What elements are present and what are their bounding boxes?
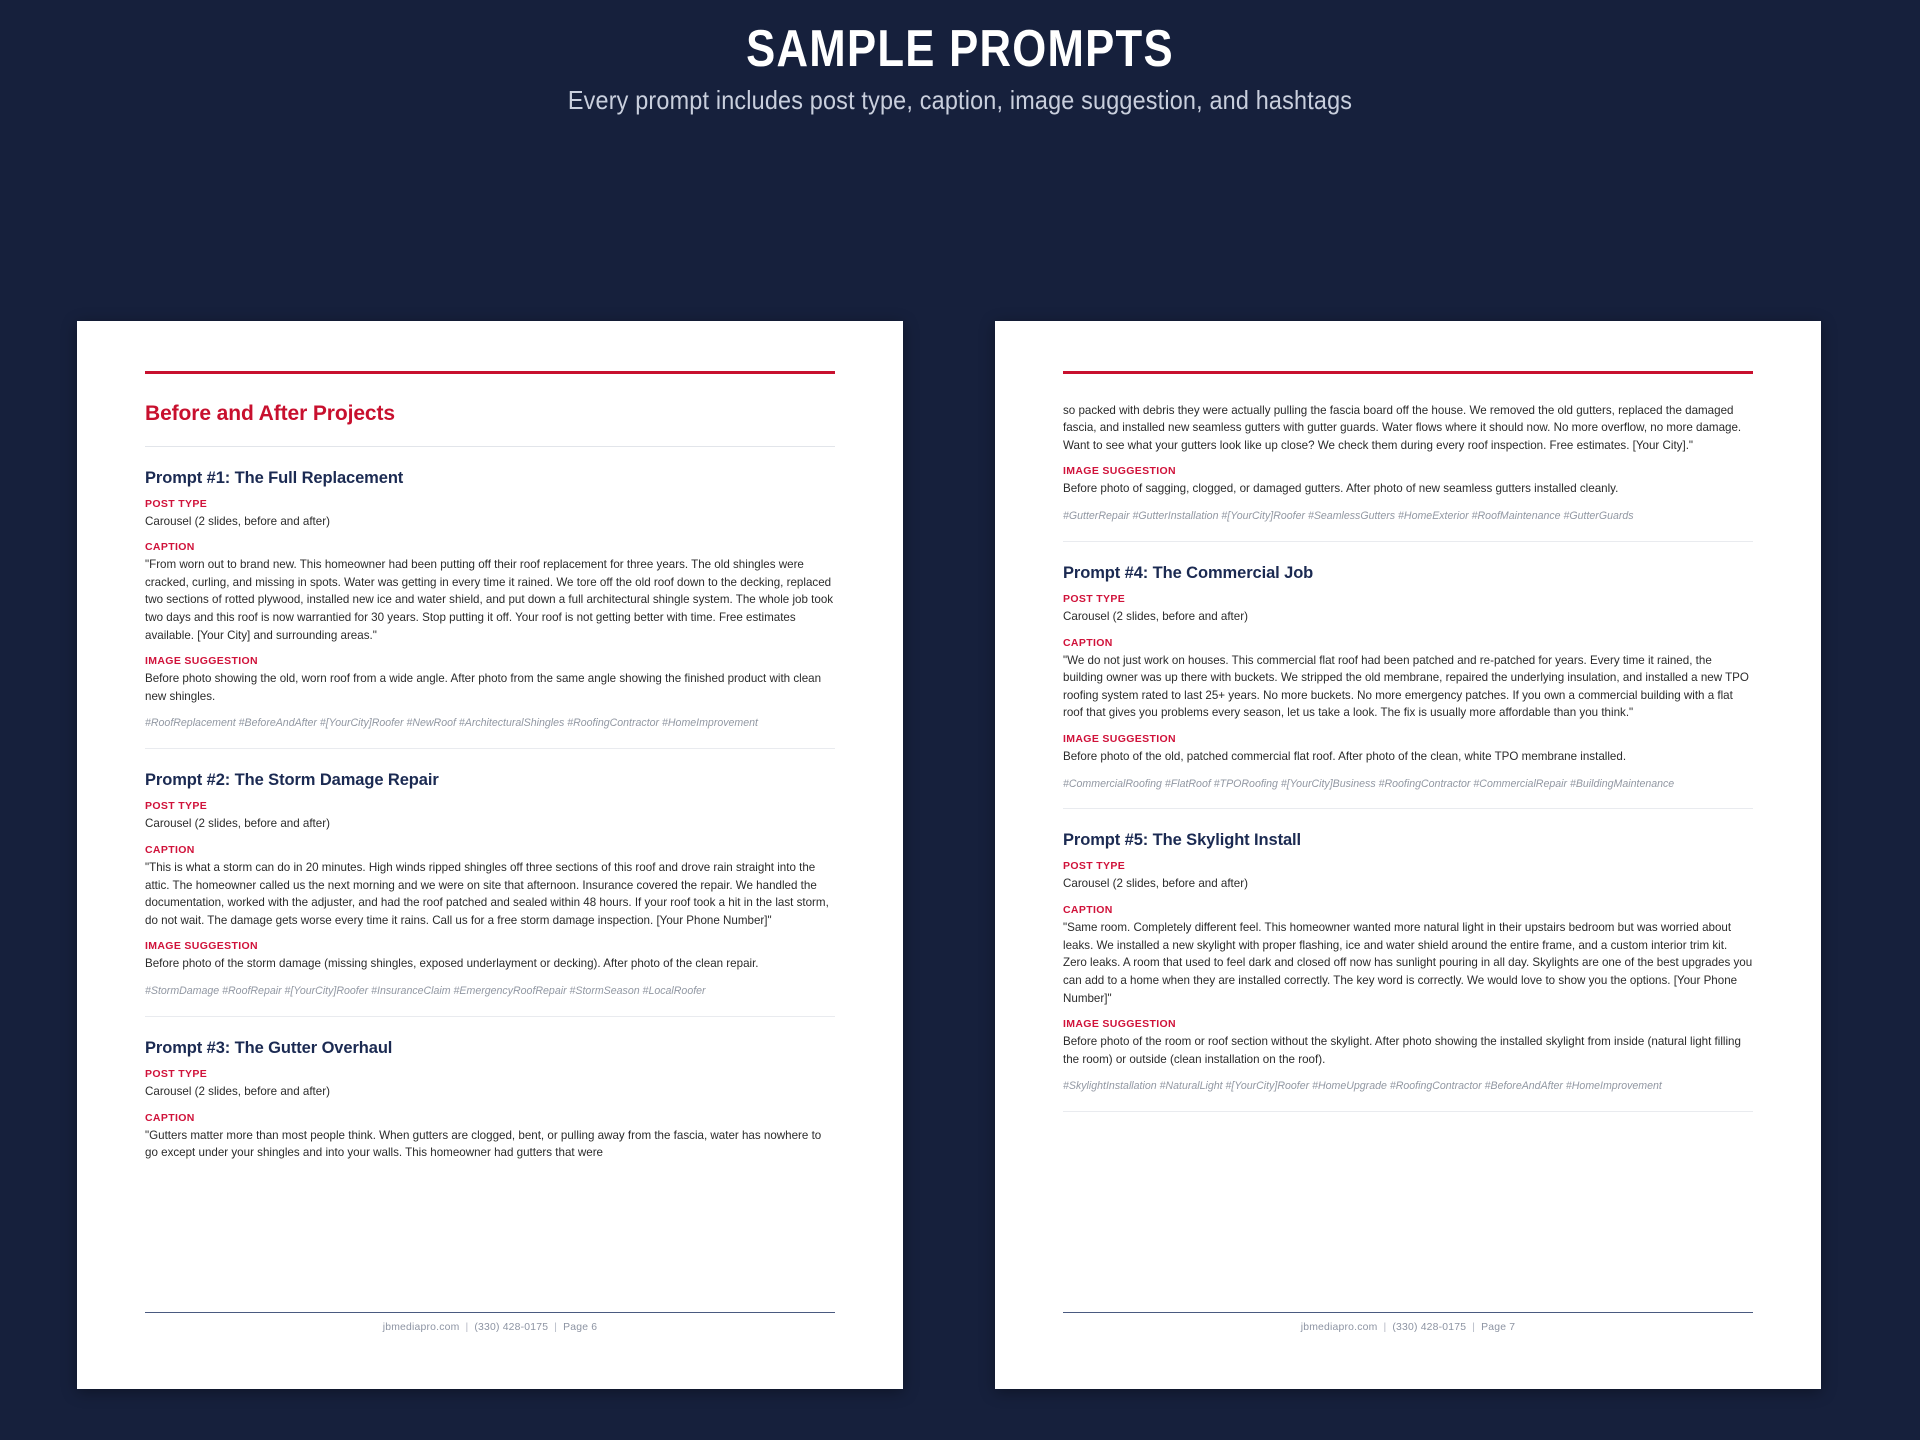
section-divider	[145, 446, 835, 447]
prompt-divider	[1063, 1111, 1753, 1112]
page-subtitle: Every prompt includes post type, caption, image suggestion, and hashtags	[567, 84, 1353, 115]
field-label-post-type: POST TYPE	[145, 800, 208, 813]
hashtag-list: #CommercialRoofing #FlatRoof #TPORoofing #[YourCity]Business #RoofingContractor #CommercialRepair #BuildingMaintenance	[1063, 777, 1675, 790]
page-header	[0, 0, 1920, 116]
field-value-post-type: Carousel (2 slides, before and after)	[145, 514, 330, 528]
footer-page-number: Page 7	[1481, 1321, 1516, 1333]
field-value-image-suggestion: Before photo of the room or roof section without the skylight. After photo showing the installed skylight from inside (natural light filling the room) or outside (clean installation on the roof).	[1063, 1035, 1741, 1066]
field-value-caption: "We do not just work on houses. This commercial flat roof had been patched and re-patched for years. Every time it rained, the building owner was up there with buckets. We stripped the old membrane, repaired the underlying insulation, and installed a new TPO roofing system rated to last 25+ years. No more buckets. No more emergency patches. If you own a commercial building with a flat roof that gives you problems every season, let us take a look. The fix is usually more affordable than you think."	[1063, 653, 1749, 720]
field-value-image-suggestion: Before photo showing the old, worn roof from a wide angle. After photo from the same angle showing the finished product with clean new shingles.	[145, 672, 822, 703]
hashtag-list: #SkylightInstallation #NaturalLight #[YourCity]Roofer #HomeUpgrade #RoofingContractor #BeforeAndAfter #HomeImprovement	[1063, 1080, 1662, 1093]
field-label-post-type: POST TYPE	[1063, 592, 1126, 605]
footer-separator: |	[465, 1321, 469, 1333]
field-label-image-suggestion: IMAGE SUGGESTION	[145, 940, 258, 953]
field-label-caption: CAPTION	[145, 541, 195, 554]
field-value-caption: "Gutters matter more than most people think. When gutters are clogged, bent, or pulling away from the fascia, water has nowhere to go except under your shingles and into your walls. This homeowner had gutters that were	[145, 1128, 822, 1160]
field-value-post-type: Carousel (2 slides, before and after)	[1063, 877, 1248, 891]
footer-separator: |	[1383, 1321, 1387, 1333]
prompt-title: Prompt #3: The Gutter Overhaul	[145, 1038, 393, 1057]
field-label-caption: CAPTION	[145, 843, 195, 856]
hashtag-list: #StormDamage #RoofRepair #[YourCity]Roofer #InsuranceClaim #EmergencyRoofRepair #StormSeason #LocalRoofer	[145, 985, 706, 998]
page-content-left	[145, 371, 835, 1389]
field-value-post-type: Carousel (2 slides, before and after)	[145, 1084, 330, 1098]
field-label-image-suggestion: IMAGE SUGGESTION	[1063, 732, 1176, 745]
prompt-block	[145, 469, 835, 733]
field-label-post-type: POST TYPE	[145, 1067, 208, 1080]
hashtag-list: #RoofReplacement #BeforeAndAfter #[YourCity]Roofer #NewRoof #ArchitecturalShingles #RoofingContractor #HomeImprovement	[145, 717, 758, 730]
document-spread	[0, 116, 1920, 1376]
accent-rule-top	[145, 371, 835, 374]
document-page-right[interactable]	[995, 321, 1821, 1389]
document-page-left[interactable]	[77, 321, 903, 1389]
footer-separator: |	[1472, 1321, 1476, 1333]
prompt-divider	[145, 1016, 835, 1017]
field-value-caption: "Same room. Completely different feel. This homeowner wanted more natural light in their upstairs bedroom but was worried about leaks. We installed a new skylight with proper flashing, ice and water shield around the entire frame, and a custom interior trim kit. Zero leaks. A room that used to feel dark and closed off now has sunlight pouring in all day. Skylights are one of the best upgrades you can add to a home when they are installed correctly. The key word is correctly. We would love to show you the options. [Your Phone Number]"	[1063, 921, 1753, 1005]
prompt-block-continuation	[1063, 402, 1753, 525]
field-value-image-suggestion: Before photo of the storm damage (missing shingles, exposed underlayment or decking). After photo of the clean repair.	[145, 957, 759, 971]
footer-separator: |	[554, 1321, 558, 1333]
footer-text	[1063, 1322, 1753, 1333]
accent-rule-top	[1063, 371, 1753, 374]
prompt-block	[145, 771, 835, 1000]
field-label-image-suggestion: IMAGE SUGGESTION	[1063, 465, 1176, 478]
field-label-post-type: POST TYPE	[145, 497, 208, 510]
field-value-caption-continued: so packed with debris they were actually pulling the fascia board off the house. We removed the old gutters, replaced the damaged fascia, and installed new seamless gutters with gutter guards. Water flows where it should now. No more overflow, no more damage. Want to see what your gutters look like up close? We check them during every roof inspection. Free estimates. [Your City]."	[1063, 403, 1742, 452]
field-label-caption: CAPTION	[1063, 904, 1113, 917]
footer-site[interactable]: jbmediapro.com	[382, 1321, 460, 1333]
prompt-title: Prompt #1: The Full Replacement	[145, 468, 404, 487]
footer-phone[interactable]: (330) 428-0175	[474, 1321, 549, 1333]
page-footer-left	[145, 1312, 835, 1333]
footer-divider	[1063, 1312, 1753, 1313]
page-title: SAMPLE PROMPTS	[746, 20, 1174, 78]
footer-text	[145, 1322, 835, 1333]
field-value-image-suggestion: Before photo of sagging, clogged, or damaged gutters. After photo of new seamless gutters installed cleanly.	[1063, 482, 1619, 496]
hashtag-list: #GutterRepair #GutterInstallation #[YourCity]Roofer #SeamlessGutters #HomeExterior #RoofMaintenance #GutterGuards	[1063, 510, 1634, 523]
field-value-caption: "From worn out to brand new. This homeowner had been putting off their roof replacement for three years. The old shingles were cracked, curling, and missing in spots. Water was getting in every time it rained. We tore off the old roof down to the decking, replaced two sections of rotted plywood, installed new ice and water shield, and put down a full architectural shingle system. The whole job took two days and this roof is now warrantied for 30 years. Stop putting it off. Your roof is not getting better with time. Free estimates available. [Your City] and surrounding areas."	[145, 558, 834, 642]
page-footer-right	[1063, 1312, 1753, 1333]
section-title: Before and After Projects	[145, 401, 395, 425]
field-label-image-suggestion: IMAGE SUGGESTION	[145, 655, 258, 668]
page-content-right	[1063, 371, 1753, 1389]
field-value-post-type: Carousel (2 slides, before and after)	[145, 817, 330, 831]
footer-phone[interactable]: (330) 428-0175	[1392, 1321, 1467, 1333]
prompt-block	[145, 1039, 835, 1162]
field-value-caption: "This is what a storm can do in 20 minutes. High winds ripped shingles off three sections of this roof and drove rain straight into the attic. The homeowner called us the next morning and we were on site that afternoon. Insurance covered the repair. We handled the documentation, worked with the adjuster, and had the roof patched and sealed within 48 hours. If your roof took a hit in the last storm, do not wait. The damage gets worse every time it rains. Call us for a free storm damage inspection. [Your Phone Number]"	[145, 860, 829, 927]
prompt-divider	[1063, 541, 1753, 542]
field-label-post-type: POST TYPE	[1063, 860, 1126, 873]
prompt-block	[1063, 564, 1753, 793]
field-label-image-suggestion: IMAGE SUGGESTION	[1063, 1018, 1176, 1031]
prompt-divider	[1063, 808, 1753, 809]
field-label-caption: CAPTION	[1063, 636, 1113, 649]
prompt-title: Prompt #4: The Commercial Job	[1063, 563, 1314, 582]
field-value-post-type: Carousel (2 slides, before and after)	[1063, 609, 1248, 623]
footer-page-number: Page 6	[563, 1321, 598, 1333]
prompt-divider	[145, 748, 835, 749]
prompt-block	[1063, 831, 1753, 1095]
prompt-title: Prompt #2: The Storm Damage Repair	[145, 771, 439, 790]
footer-divider	[145, 1312, 835, 1313]
field-value-image-suggestion: Before photo of the old, patched commercial flat roof. After photo of the clean, white TPO membrane installed.	[1063, 749, 1627, 763]
prompt-title: Prompt #5: The Skylight Install	[1063, 831, 1302, 850]
footer-site[interactable]: jbmediapro.com	[1300, 1321, 1378, 1333]
field-label-caption: CAPTION	[145, 1111, 195, 1124]
